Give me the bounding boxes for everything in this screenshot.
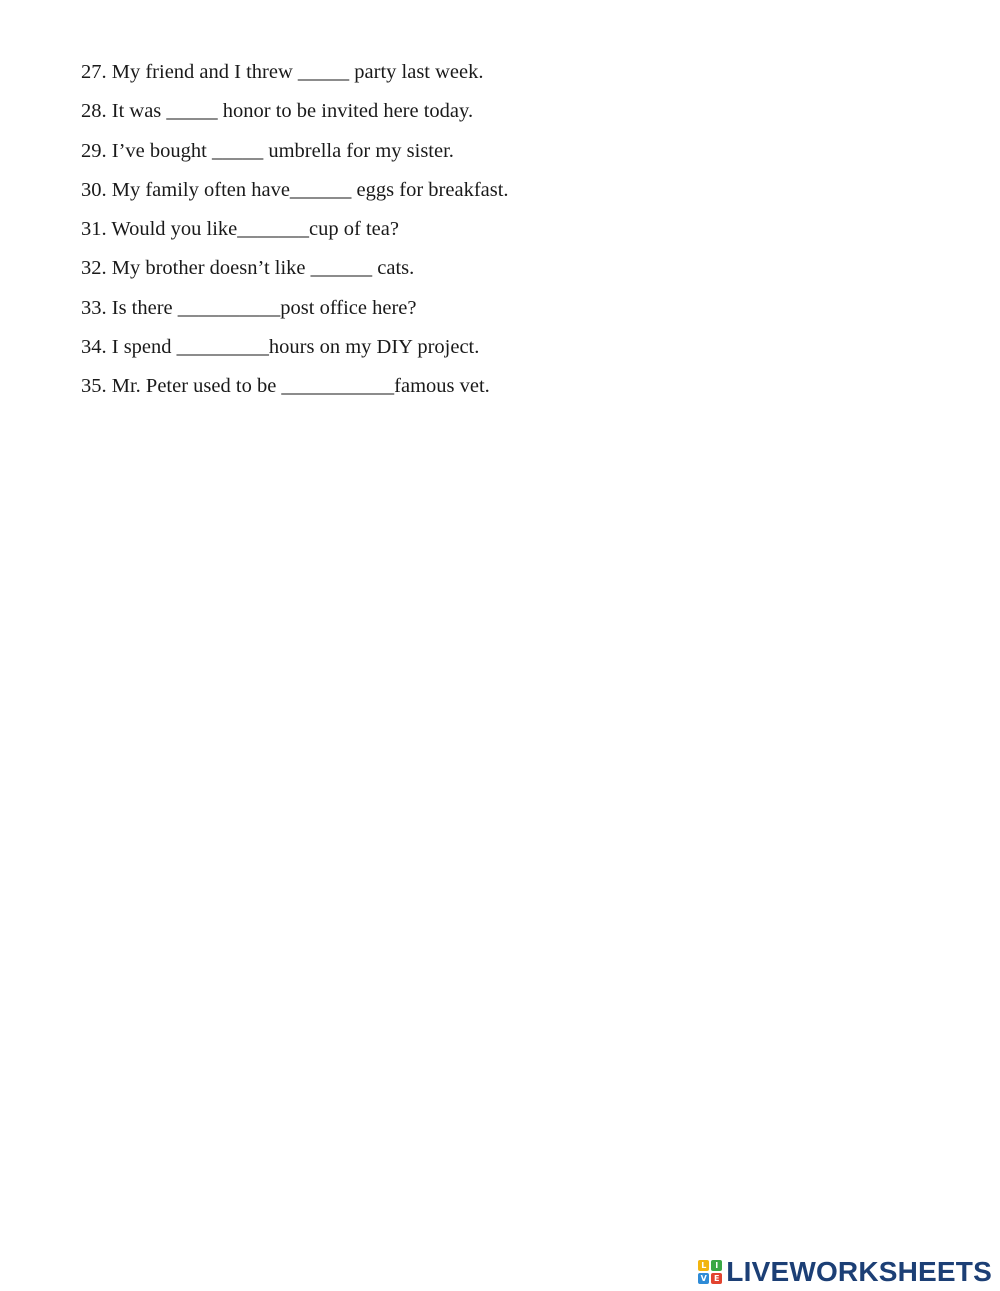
question-31: 31. Would you like_______cup of tea?	[81, 218, 399, 241]
question-32: 32. My brother doesn’t like ______ cats.	[81, 257, 415, 280]
worksheet-questions	[81, 57, 941, 411]
liveworksheets-logo-icon	[698, 1260, 722, 1284]
logo-tile-l: L	[698, 1260, 709, 1271]
logo-tile-e: E	[711, 1273, 722, 1284]
question-29: 29. I’ve bought _____ umbrella for my sister.	[81, 139, 454, 162]
question-30: 30. My family often have______ eggs for breakfast.	[81, 178, 509, 201]
logo-tile-v: V	[698, 1273, 709, 1284]
question-27: 27. My friend and I threw _____ party last week.	[81, 61, 484, 83]
question-34: 34. I spend _________hours on my DIY project.	[81, 336, 480, 359]
logo-tile-i: I	[711, 1260, 722, 1271]
brand-name: LIVEWORKSHEETS	[726, 1256, 992, 1287]
question-28: 28. It was _____ honor to be invited here today.	[81, 100, 474, 123]
liveworksheets-brand	[698, 1255, 992, 1289]
question-35: 35. Mr. Peter used to be ___________famous vet.	[81, 375, 490, 398]
question-33: 33. Is there __________post office here?	[81, 296, 417, 319]
